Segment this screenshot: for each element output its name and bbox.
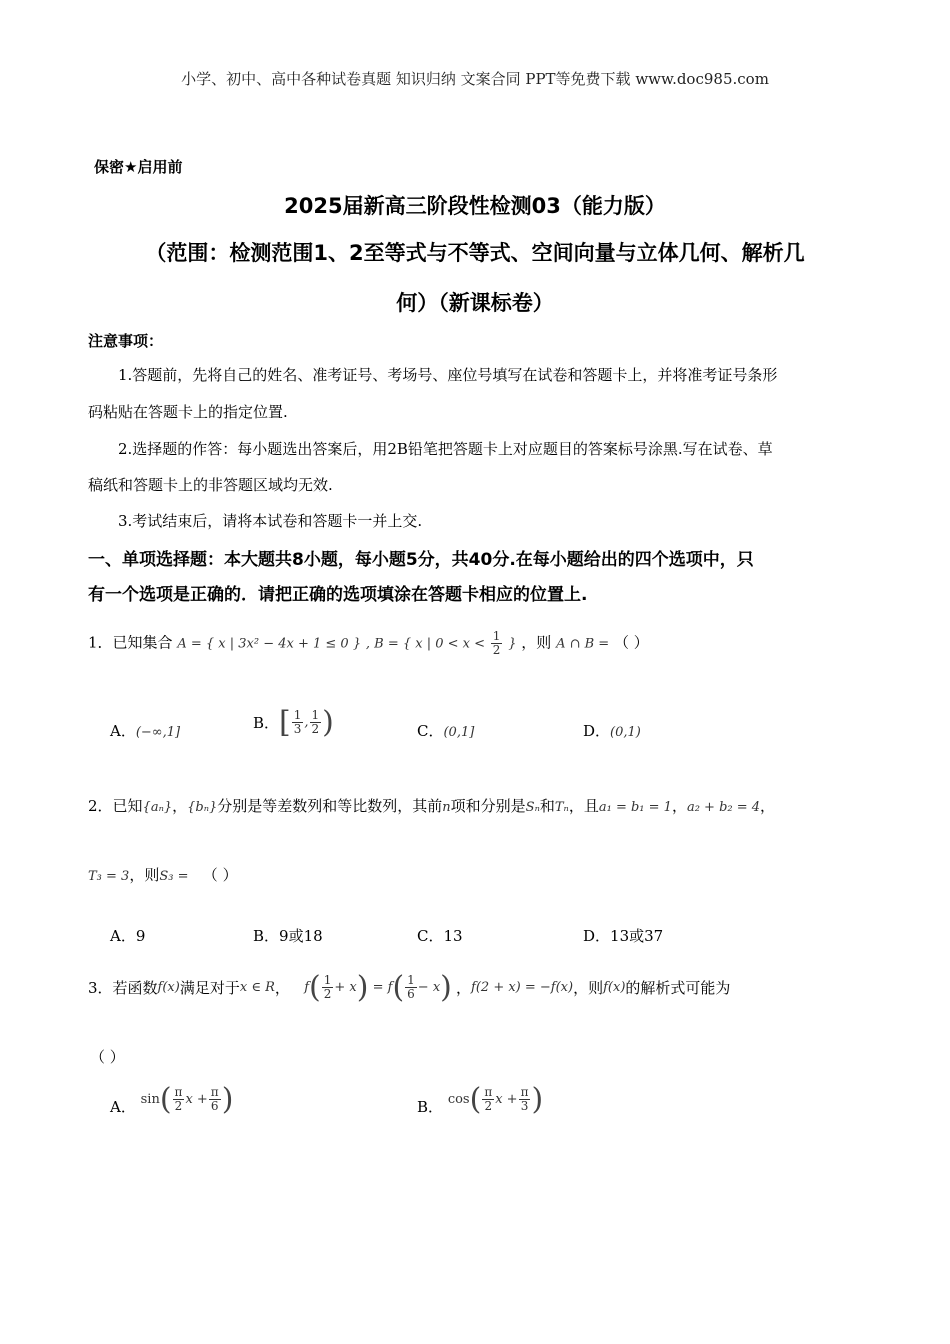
exam-scope-line1: （范围：检测范围1、2至等式与不等式、空间向量与立体几何、解析几: [145, 241, 805, 265]
q1-option-c: C．(0,1]: [417, 722, 475, 740]
q1-option-b: B．[ $\frac{1}{3}$ , $\frac{1}{2}$ ): [253, 705, 334, 740]
q1-option-a: A．(−∞,1]: [110, 722, 181, 740]
q1-option-d: D．(0,1): [583, 722, 641, 740]
q2-option-d: D．13或37: [583, 927, 664, 945]
q2-option-c: C．13: [417, 927, 463, 945]
q3-answer-paren: （ ）: [90, 1048, 125, 1066]
q1-set-a: A = { x | 3x² − 4x + 1 ≤ 0 }: [177, 636, 362, 652]
section1-heading-line2: 有一个选项是正确的．请把正确的选项填涂在答题卡相应的位置上.: [88, 585, 588, 605]
question-2-line1: 2．已知{aₙ}，{bₙ}分别是等差数列和等比数列，其前n项和分别是Sₙ和Tₙ，且a₁ = b₁ = 1，a₂ + b₂ = 4，: [88, 797, 776, 815]
question-2-line2: T₃ = 3，则S₃ = （ ）: [88, 866, 238, 884]
note-1-line1: 1.答题前，先将自己的姓名、准考证号、考场号、座位号填写在试卷和答题卡上，并将准考证号条形: [118, 366, 778, 384]
note-2-line2: 稿纸和答题卡上的非答题区域均无效.: [88, 476, 333, 494]
q1-answer-paren: （ ）: [613, 633, 649, 652]
exam-scope-line2: 何）（新课标卷）: [396, 291, 554, 315]
q3-condition-1: f( $\frac{1}{2}$ + x) = f( $\frac{1}{6}$ − x): [304, 970, 452, 1005]
question-3: 3．若函数f(x)满足对于x ∈ R， f( $\frac{1}{2}$ + x) = f( $\frac{1}{6}$ − x) ，f(2 + x) = −f(x)，则f(x)的解析式可能为: [88, 970, 731, 1005]
q1-set-b-post: }: [508, 636, 517, 652]
question-1: [88, 630, 649, 657]
q2-option-a: A．9: [110, 927, 146, 945]
q2-option-b: B．9或18: [253, 927, 323, 945]
q3-option-b: B． cos( $\frac{\pi}{2}$ x + $\frac{\pi}{3}$ ): [417, 1082, 544, 1117]
page-header-banner: 小学、初中、高中各种试卷真题 知识归纳 文案合同 PPT等免费下载 www.doc985.com: [181, 70, 769, 88]
exam-title: 2025届新高三阶段性检测03（能力版）: [284, 194, 666, 218]
note-2-line1: 2.选择题的作答：每小题选出答案后，用2B铅笔把答题卡上对应题目的答案标号涂黑.写在试卷、草: [118, 440, 773, 458]
q3-option-a: A． sin( $\frac{\pi}{2}$ x + $\frac{\pi}{6}$ ): [110, 1082, 234, 1117]
q1-prefix: 1．已知集合: [88, 633, 173, 652]
q1-fraction-half: $\frac{1}{2}$: [492, 629, 501, 657]
section1-heading-line1: 一、单项选择题：本大题共8小题，每小题5分，共40分.在每小题给出的四个选项中，只: [88, 550, 754, 570]
q1-set-b-pre: , B = { x | 0 < x <: [365, 636, 486, 652]
notes-heading: 注意事项：: [88, 332, 164, 350]
note-1-line2: 码粘贴在答题卡上的指定位置.: [88, 403, 288, 421]
confidential-label: 保密★启用前: [94, 158, 183, 176]
q1-suffix: ，则: [521, 633, 552, 652]
q1-intersection: A ∩ B =: [556, 636, 610, 652]
note-3: 3.考试结束后，请将本试卷和答题卡一并上交.: [118, 512, 423, 530]
